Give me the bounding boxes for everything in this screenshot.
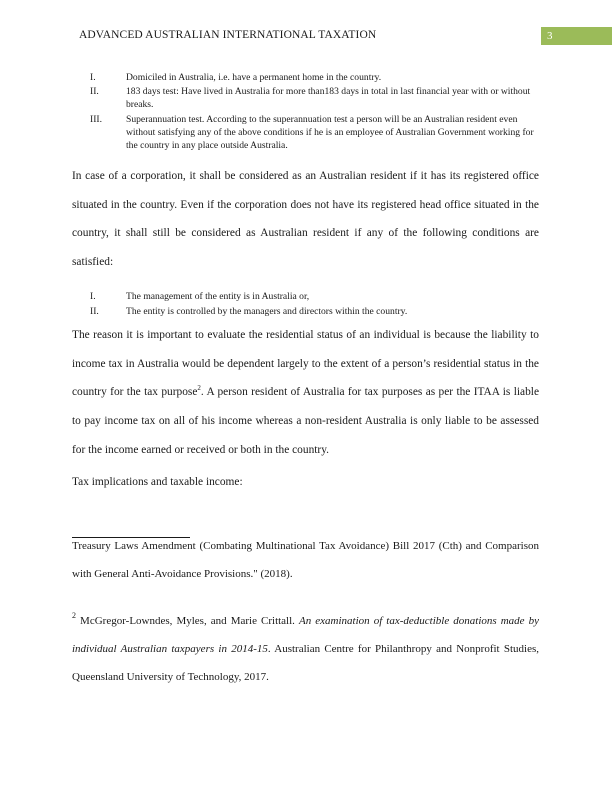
paragraph-text: . A person resident of Australia for tax purposes as per the ITAA is liable to pay income tax on all of his income whereas a non-resident Australia is only liable to be assessed for the income earned or received or both in the country. — [72, 386, 540, 456]
residency-tests-list — [72, 71, 542, 152]
footnote-1: Treasury Laws Amendment (Combating Multinational Tax Avoidance) Bill 2017 (Cth) and Comparison with General Anti-Avoidance Provisions." (2018). — [72, 540, 539, 580]
list-item — [72, 71, 542, 84]
footnote-2 — [72, 607, 539, 691]
running-header-title: ADVANCED AUSTRALIAN INTERNATIONAL TAXATION — [79, 29, 377, 41]
list-item-number: I. — [90, 291, 96, 302]
list-item-number: III. — [90, 113, 102, 125]
footnote-authors: McGregor-Lowndes, Myles, and Marie Crittall. — [76, 615, 299, 627]
list-item-text: The management of the entity is in Australia or, — [126, 291, 310, 302]
list-item-text: Superannuation test. According to the superannuation test a person will be an Australian resident even without satisfying any of the above conditions if he is an employee of Australian Government working for the country in any place outside Australia. — [126, 113, 534, 152]
corporation-conditions-list — [72, 290, 542, 318]
footnote-publisher: . Australian Centre for Philanthropy and Nonprofit Studies, Queensland University of Technology, 2017. — [72, 643, 539, 683]
list-item — [72, 305, 542, 318]
list-item — [72, 290, 542, 303]
list-item-number: I. — [90, 72, 96, 83]
list-item-text: Domiciled in Australia, i.e. have a permanent home in the country. — [126, 72, 382, 83]
list-item-text: The entity is controlled by the managers and directors within the country. — [126, 306, 408, 318]
footnote-reference[interactable]: 2 — [197, 384, 201, 393]
list-item — [72, 85, 542, 111]
page-number-badge: 3 — [541, 27, 612, 45]
list-item-number: II. — [90, 306, 99, 318]
corporation-residency-paragraph: In case of a corporation, it shall be considered as an Australian resident if it has its registered office situated in the country. Even if the corporation does not have its registered head office situated in the country, it shall still be considered as Australian resident if any of the following conditions are satisfied: — [72, 170, 539, 269]
paragraph-text: The reason it is important to evaluate the residential status of an individual is because the liability to income tax in Australia would be dependent largely to the extent of a person’s residential status in the country for the tax purpose — [72, 329, 539, 399]
list-item-number: II. — [90, 86, 99, 98]
section-heading: Tax implications and taxable income: — [72, 476, 243, 488]
list-item — [72, 113, 542, 153]
footnote-marker: 2 — [72, 611, 76, 620]
residential-status-paragraph — [72, 321, 539, 465]
footnote-title: An examination of tax-deductible donations made by individual Australian taxpayers in 2014-15 — [72, 615, 539, 655]
list-item-text: 183 days test: Have lived in Australia for more than183 days in total in last financial year with or without breaks. — [126, 86, 531, 111]
